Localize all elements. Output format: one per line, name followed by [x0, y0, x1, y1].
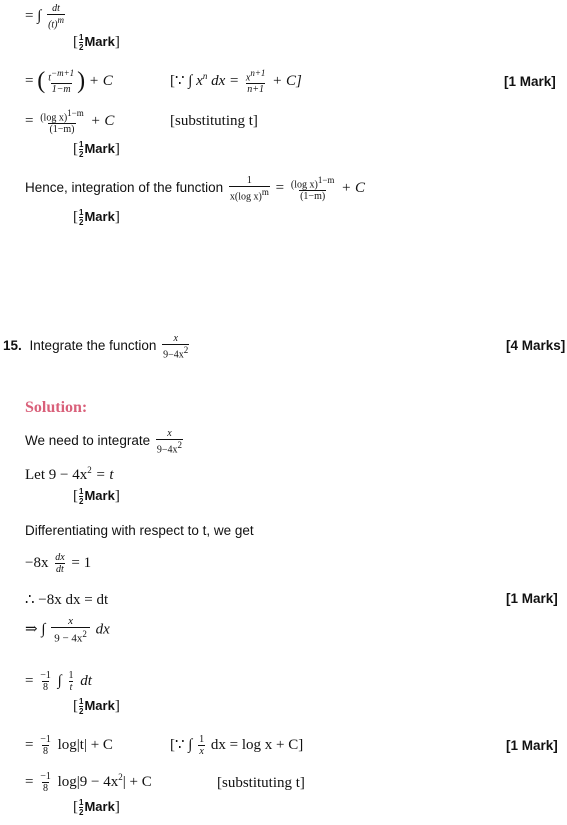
substitution-let: Let $9 - 4x^2 = t$: [25, 465, 114, 483]
half-mark: [ $\frac{1}{2}$ Mark]: [73, 140, 120, 159]
question-marks: [4 Marks]: [506, 338, 566, 353]
integral-substituted: = $\frac{-1}{8}$ ∫ $\frac{1}{t}$ dt: [25, 670, 92, 693]
mark-badge: [1 Mark]: [506, 738, 558, 753]
equation-line-3: = $\frac{(\log x)^{1-m}}{(1-m)}$ + C: [25, 108, 115, 136]
differentiating-text: Differentiating with respect to t, we get: [25, 523, 254, 538]
half-mark: [ $\frac{1}{2}$ Mark]: [73, 487, 120, 506]
equation-line-1: [25, 3, 67, 30]
equation-line-2: = ( $\frac{t^{-m+1}}{1-m}$ ) + C: [25, 68, 113, 96]
differential-line: ∴ −8x dx = dt: [25, 592, 109, 608]
half-mark: [ $\frac{1}{2}$ Mark]: [73, 208, 120, 227]
half-mark: [ $\frac{1}{2}$ Mark]: [73, 798, 120, 817]
derivative-line: −8x $\frac{dx}{dt}$ = 1: [25, 552, 92, 575]
final-result: = $\frac{-1}{8}$ $\log|9 - 4x^2| + C$: [25, 771, 152, 794]
half-mark: [ $\frac{1}{2}$ Mark]: [73, 33, 120, 52]
substitution-note: [substituting t]: [170, 113, 258, 129]
hint-log-rule: [∵ ∫ $\frac{1}{x}$ dx = log x + C]: [170, 734, 304, 757]
conclusion-line: Hence, integration of the function $\frac{1}{x(\log x)^m}$ = $\frac{(\log x)^{1-m}}{(1-m)}$ + C: [25, 175, 366, 203]
substitution-note: [substituting t]: [217, 775, 305, 791]
fraction: $\frac{dt}{(t)^m}$: [48, 3, 65, 31]
hint-power-rule: [∵ ∫ $x^n$ dx = $\frac{x^{n+1}}{n+1}$ + C]: [170, 68, 302, 96]
log-result: = $\frac{-1}{8}$ log|t| + C: [25, 734, 113, 757]
integral-line: ⇒ ∫ $\frac{x}{9 - 4x^2}$ dx: [25, 615, 110, 645]
solution-heading: Solution:: [25, 399, 88, 416]
solution-intro: We need to integrate $\frac{x}{9-4x^2}$: [25, 428, 182, 456]
question-15: 15. Integrate the function $\frac{x}{9-4x^2}$: [3, 333, 189, 361]
mark-badge: [1 Mark]: [506, 591, 558, 606]
mark-badge: [1 Mark]: [504, 74, 556, 89]
fraction: $\frac{t^{-m+1}}{1-m}$: [48, 68, 75, 96]
half-mark: [ $\frac{1}{2}$ Mark]: [73, 697, 120, 716]
equals-integral: = ∫: [25, 8, 42, 25]
